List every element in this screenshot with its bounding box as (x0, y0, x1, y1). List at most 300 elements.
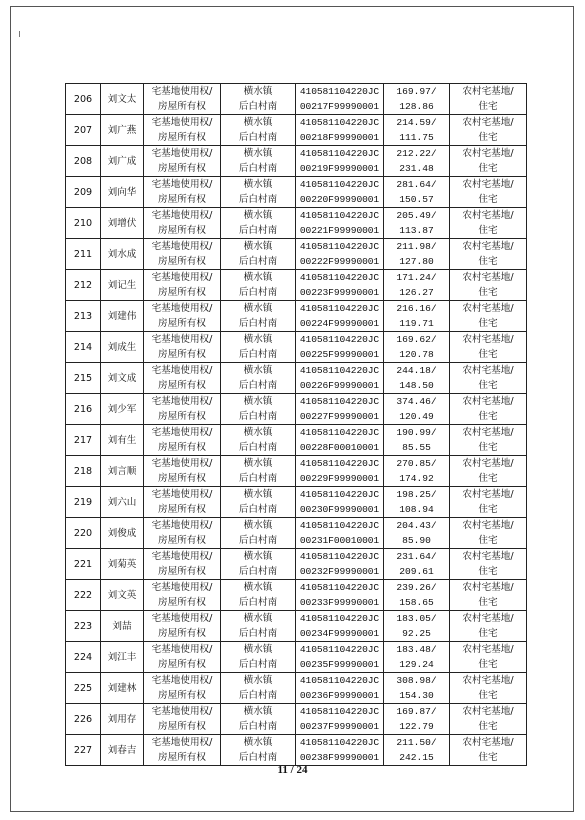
area-cell (384, 518, 450, 549)
area-line: 85.55 (402, 442, 431, 453)
location-line: 后白村南 (238, 566, 278, 577)
unit-code-line: 00217F99990001 (299, 101, 380, 112)
unit-code-line: 00226F99990001 (299, 380, 380, 391)
table-row (66, 549, 527, 580)
right-type-line: 房屋所有权 (158, 411, 206, 422)
right-type-line: 房屋所有权 (158, 163, 206, 174)
usage-cell (450, 363, 527, 394)
row-number-cell: 218 (66, 456, 101, 487)
area-line: 148.50 (399, 380, 434, 391)
area-line: 209.61 (399, 566, 434, 577)
area-line: 374.46/ (396, 396, 437, 407)
area-cell (384, 177, 450, 208)
unit-code-line: 410581104220JC (299, 582, 380, 593)
location-cell (221, 115, 296, 146)
area-line: 154.30 (399, 690, 434, 701)
owner-name-cell: 刘少军 (101, 394, 144, 425)
area-line: 204.43/ (396, 520, 437, 531)
location-line: 后白村南 (238, 659, 278, 670)
usage-line: 住宅 (478, 318, 498, 329)
owner-name-cell: 刘江丰 (101, 642, 144, 673)
area-cell (384, 239, 450, 270)
right-type-cell (144, 673, 221, 704)
right-type-line: 房屋所有权 (158, 318, 206, 329)
area-line: 231.64/ (396, 551, 437, 562)
area-line: 158.65 (399, 597, 434, 608)
location-cell (221, 611, 296, 642)
location-line: 横水镇 (243, 117, 273, 128)
right-type-cell (144, 301, 221, 332)
table-row (66, 115, 527, 146)
location-cell (221, 456, 296, 487)
usage-line: 农村宅基地/ (462, 458, 514, 469)
area-line: 169.97/ (396, 86, 437, 97)
row-number-cell: 217 (66, 425, 101, 456)
right-type-cell (144, 549, 221, 580)
unit-code-line: 410581104220JC (299, 396, 380, 407)
usage-line: 农村宅基地/ (462, 179, 514, 190)
area-line: 270.85/ (396, 458, 437, 469)
unit-code-line: 00224F99990001 (299, 318, 380, 329)
area-line: 92.25 (402, 628, 431, 639)
row-number-cell: 208 (66, 146, 101, 177)
location-cell (221, 146, 296, 177)
row-number-cell: 216 (66, 394, 101, 425)
right-type-line: 房屋所有权 (158, 473, 206, 484)
usage-line: 住宅 (478, 287, 498, 298)
unit-code-cell (296, 518, 384, 549)
area-line: 127.80 (399, 256, 434, 267)
usage-line: 农村宅基地/ (462, 644, 514, 655)
location-line: 后白村南 (238, 597, 278, 608)
usage-line: 住宅 (478, 690, 498, 701)
right-type-line: 宅基地使用权/ (151, 241, 213, 252)
location-line: 横水镇 (243, 582, 273, 593)
right-type-line: 房屋所有权 (158, 721, 206, 732)
unit-code-line: 00228F00010001 (299, 442, 380, 453)
area-line: 120.78 (399, 349, 434, 360)
location-cell (221, 208, 296, 239)
usage-line: 住宅 (478, 225, 498, 236)
right-type-line: 房屋所有权 (158, 504, 206, 515)
table-row (66, 518, 527, 549)
location-line: 横水镇 (243, 489, 273, 500)
location-line: 横水镇 (243, 148, 273, 159)
unit-code-cell (296, 735, 384, 766)
row-number-cell: 207 (66, 115, 101, 146)
right-type-line: 宅基地使用权/ (151, 427, 213, 438)
usage-line: 农村宅基地/ (462, 396, 514, 407)
right-type-line: 宅基地使用权/ (151, 303, 213, 314)
row-number-cell: 224 (66, 642, 101, 673)
unit-code-line: 00230F99990001 (299, 504, 380, 515)
unit-code-cell (296, 673, 384, 704)
right-type-line: 宅基地使用权/ (151, 334, 213, 345)
location-line: 后白村南 (238, 163, 278, 174)
area-line: 126.27 (399, 287, 434, 298)
location-line: 横水镇 (243, 737, 273, 748)
table-row (66, 177, 527, 208)
usage-line: 农村宅基地/ (462, 551, 514, 562)
table-row (66, 580, 527, 611)
unit-code-line: 00232F99990001 (299, 566, 380, 577)
location-cell (221, 425, 296, 456)
unit-code-cell (296, 239, 384, 270)
unit-code-line: 410581104220JC (299, 86, 380, 97)
location-line: 后白村南 (238, 504, 278, 515)
row-number-cell: 226 (66, 704, 101, 735)
unit-code-cell (296, 301, 384, 332)
usage-line: 农村宅基地/ (462, 241, 514, 252)
table-row (66, 270, 527, 301)
area-line: 216.16/ (396, 303, 437, 314)
right-type-cell (144, 177, 221, 208)
owner-name-cell: 刘建林 (101, 673, 144, 704)
unit-code-cell (296, 704, 384, 735)
unit-code-line: 00236F99990001 (299, 690, 380, 701)
row-number-cell: 211 (66, 239, 101, 270)
right-type-cell (144, 425, 221, 456)
unit-code-line: 410581104220JC (299, 520, 380, 531)
right-type-cell (144, 239, 221, 270)
area-line: 198.25/ (396, 489, 437, 500)
area-line: 111.75 (399, 132, 434, 143)
unit-code-line: 00234F99990001 (299, 628, 380, 639)
usage-cell (450, 580, 527, 611)
area-line: 211.50/ (396, 737, 437, 748)
unit-code-line: 00219F99990001 (299, 163, 380, 174)
table-row (66, 332, 527, 363)
location-line: 横水镇 (243, 365, 273, 376)
unit-code-cell (296, 611, 384, 642)
area-line: 85.90 (402, 535, 431, 546)
table-row (66, 487, 527, 518)
unit-code-cell (296, 115, 384, 146)
table-row (66, 394, 527, 425)
right-type-cell (144, 363, 221, 394)
area-line: 239.26/ (396, 582, 437, 593)
location-cell (221, 487, 296, 518)
area-cell (384, 704, 450, 735)
area-cell (384, 115, 450, 146)
usage-cell (450, 673, 527, 704)
area-line: 119.71 (399, 318, 434, 329)
unit-code-line: 410581104220JC (299, 148, 380, 159)
area-line: 183.05/ (396, 613, 437, 624)
right-type-line: 房屋所有权 (158, 752, 206, 763)
location-cell (221, 301, 296, 332)
unit-code-line: 410581104220JC (299, 458, 380, 469)
location-line: 横水镇 (243, 303, 273, 314)
usage-line: 住宅 (478, 752, 498, 763)
area-cell (384, 363, 450, 394)
table-row (66, 301, 527, 332)
unit-code-line: 410581104220JC (299, 427, 380, 438)
area-cell (384, 208, 450, 239)
right-type-line: 宅基地使用权/ (151, 365, 213, 376)
table-row (66, 208, 527, 239)
area-line: 113.87 (399, 225, 434, 236)
table-row (66, 611, 527, 642)
right-type-cell (144, 146, 221, 177)
unit-code-line: 410581104220JC (299, 272, 380, 283)
location-cell (221, 518, 296, 549)
location-line: 横水镇 (243, 334, 273, 345)
location-line: 后白村南 (238, 194, 278, 205)
table-row (66, 84, 527, 115)
right-type-line: 宅基地使用权/ (151, 582, 213, 593)
unit-code-cell (296, 146, 384, 177)
location-line: 后白村南 (238, 256, 278, 267)
unit-code-line: 00218F99990001 (299, 132, 380, 143)
owner-name-cell: 刘有生 (101, 425, 144, 456)
area-cell (384, 673, 450, 704)
right-type-line: 宅基地使用权/ (151, 396, 213, 407)
right-type-line: 房屋所有权 (158, 349, 206, 360)
usage-line: 农村宅基地/ (462, 86, 514, 97)
area-cell (384, 84, 450, 115)
unit-code-line: 410581104220JC (299, 179, 380, 190)
owner-name-cell: 刘记生 (101, 270, 144, 301)
right-type-cell (144, 704, 221, 735)
area-line: 205.49/ (396, 210, 437, 221)
owner-name-cell: 刘广燕 (101, 115, 144, 146)
registration-table-body (66, 84, 527, 766)
location-line: 横水镇 (243, 675, 273, 686)
unit-code-line: 410581104220JC (299, 303, 380, 314)
unit-code-cell (296, 332, 384, 363)
area-line: 231.48 (399, 163, 434, 174)
table-row (66, 425, 527, 456)
usage-cell (450, 146, 527, 177)
right-type-cell (144, 642, 221, 673)
unit-code-cell (296, 84, 384, 115)
owner-name-cell: 刘成生 (101, 332, 144, 363)
table-row (66, 673, 527, 704)
usage-cell (450, 611, 527, 642)
right-type-line: 宅基地使用权/ (151, 675, 213, 686)
location-line: 横水镇 (243, 86, 273, 97)
location-line: 后白村南 (238, 287, 278, 298)
owner-name-cell: 刘言顺 (101, 456, 144, 487)
right-type-line: 宅基地使用权/ (151, 86, 213, 97)
usage-cell (450, 270, 527, 301)
right-type-line: 房屋所有权 (158, 225, 206, 236)
unit-code-line: 410581104220JC (299, 117, 380, 128)
right-type-line: 宅基地使用权/ (151, 613, 213, 624)
location-line: 后白村南 (238, 411, 278, 422)
location-line: 横水镇 (243, 241, 273, 252)
right-type-line: 宅基地使用权/ (151, 489, 213, 500)
area-line: 169.87/ (396, 706, 437, 717)
area-cell (384, 394, 450, 425)
right-type-line: 房屋所有权 (158, 628, 206, 639)
usage-line: 住宅 (478, 132, 498, 143)
usage-line: 农村宅基地/ (462, 737, 514, 748)
usage-line: 农村宅基地/ (462, 117, 514, 128)
table-row (66, 704, 527, 735)
right-type-line: 宅基地使用权/ (151, 644, 213, 655)
right-type-line: 房屋所有权 (158, 287, 206, 298)
location-line: 后白村南 (238, 628, 278, 639)
usage-line: 住宅 (478, 504, 498, 515)
area-line: 214.59/ (396, 117, 437, 128)
right-type-cell (144, 208, 221, 239)
usage-cell (450, 332, 527, 363)
unit-code-line: 00220F99990001 (299, 194, 380, 205)
location-cell (221, 270, 296, 301)
usage-line: 农村宅基地/ (462, 148, 514, 159)
area-line: 183.48/ (396, 644, 437, 655)
usage-line: 住宅 (478, 256, 498, 267)
usage-line: 住宅 (478, 659, 498, 670)
owner-name-cell: 刘广成 (101, 146, 144, 177)
right-type-line: 房屋所有权 (158, 132, 206, 143)
area-line: 150.57 (399, 194, 434, 205)
usage-line: 农村宅基地/ (462, 272, 514, 283)
unit-code-line: 410581104220JC (299, 241, 380, 252)
row-number-cell: 225 (66, 673, 101, 704)
usage-cell (450, 301, 527, 332)
location-cell (221, 704, 296, 735)
right-type-cell (144, 456, 221, 487)
location-line: 横水镇 (243, 551, 273, 562)
usage-line: 住宅 (478, 194, 498, 205)
location-line: 横水镇 (243, 613, 273, 624)
location-cell (221, 239, 296, 270)
right-type-line: 宅基地使用权/ (151, 148, 213, 159)
location-line: 后白村南 (238, 535, 278, 546)
location-cell (221, 549, 296, 580)
row-number-cell: 220 (66, 518, 101, 549)
right-type-line: 宅基地使用权/ (151, 272, 213, 283)
usage-line: 农村宅基地/ (462, 706, 514, 717)
usage-cell (450, 456, 527, 487)
unit-code-line: 410581104220JC (299, 551, 380, 562)
area-line: 212.22/ (396, 148, 437, 159)
usage-line: 农村宅基地/ (462, 334, 514, 345)
right-type-line: 房屋所有权 (158, 690, 206, 701)
row-number-cell: 210 (66, 208, 101, 239)
row-number-cell: 209 (66, 177, 101, 208)
usage-line: 住宅 (478, 101, 498, 112)
area-cell (384, 611, 450, 642)
location-line: 后白村南 (238, 101, 278, 112)
right-type-cell (144, 115, 221, 146)
location-line: 横水镇 (243, 179, 273, 190)
owner-name-cell: 刘水成 (101, 239, 144, 270)
usage-cell (450, 549, 527, 580)
area-cell (384, 735, 450, 766)
unit-code-cell (296, 425, 384, 456)
owner-name-cell: 刘文太 (101, 84, 144, 115)
right-type-line: 房屋所有权 (158, 101, 206, 112)
row-number-cell: 206 (66, 84, 101, 115)
usage-line: 住宅 (478, 721, 498, 732)
usage-line: 农村宅基地/ (462, 427, 514, 438)
table-row (66, 456, 527, 487)
usage-cell (450, 177, 527, 208)
location-line: 横水镇 (243, 427, 273, 438)
location-line: 后白村南 (238, 132, 278, 143)
unit-code-line: 00227F99990001 (299, 411, 380, 422)
right-type-cell (144, 394, 221, 425)
owner-name-cell: 刘俊成 (101, 518, 144, 549)
unit-code-cell (296, 549, 384, 580)
area-cell (384, 301, 450, 332)
area-cell (384, 332, 450, 363)
usage-line: 住宅 (478, 163, 498, 174)
right-type-line: 宅基地使用权/ (151, 520, 213, 531)
right-type-line: 房屋所有权 (158, 566, 206, 577)
area-line: 211.98/ (396, 241, 437, 252)
unit-code-line: 00231F00010001 (299, 535, 380, 546)
usage-cell (450, 518, 527, 549)
location-line: 后白村南 (238, 473, 278, 484)
usage-line: 农村宅基地/ (462, 675, 514, 686)
unit-code-line: 410581104220JC (299, 706, 380, 717)
scan-mark (19, 31, 22, 37)
area-line: 190.99/ (396, 427, 437, 438)
unit-code-line: 410581104220JC (299, 675, 380, 686)
owner-name-cell: 刘喆 (101, 611, 144, 642)
row-number-cell: 215 (66, 363, 101, 394)
unit-code-cell (296, 177, 384, 208)
usage-cell (450, 735, 527, 766)
unit-code-cell (296, 642, 384, 673)
owner-name-cell: 刘增伏 (101, 208, 144, 239)
location-line: 横水镇 (243, 210, 273, 221)
location-line: 横水镇 (243, 458, 273, 469)
area-line: 108.94 (399, 504, 434, 515)
unit-code-line: 00237F99990001 (299, 721, 380, 732)
location-line: 横水镇 (243, 520, 273, 531)
location-line: 后白村南 (238, 752, 278, 763)
unit-code-line: 410581104220JC (299, 210, 380, 221)
right-type-line: 宅基地使用权/ (151, 210, 213, 221)
unit-code-line: 00222F99990001 (299, 256, 380, 267)
area-cell (384, 487, 450, 518)
location-cell (221, 363, 296, 394)
usage-cell (450, 239, 527, 270)
right-type-line: 房屋所有权 (158, 194, 206, 205)
right-type-line: 宅基地使用权/ (151, 179, 213, 190)
right-type-cell (144, 270, 221, 301)
usage-line: 农村宅基地/ (462, 520, 514, 531)
owner-name-cell: 刘六山 (101, 487, 144, 518)
unit-code-cell (296, 363, 384, 394)
location-line: 后白村南 (238, 690, 278, 701)
location-cell (221, 84, 296, 115)
usage-line: 农村宅基地/ (462, 613, 514, 624)
usage-line: 农村宅基地/ (462, 210, 514, 221)
right-type-line: 宅基地使用权/ (151, 117, 213, 128)
unit-code-cell (296, 487, 384, 518)
usage-line: 住宅 (478, 349, 498, 360)
unit-code-line: 410581104220JC (299, 737, 380, 748)
table-row (66, 363, 527, 394)
area-line: 128.86 (399, 101, 434, 112)
unit-code-line: 00235F99990001 (299, 659, 380, 670)
usage-line: 农村宅基地/ (462, 582, 514, 593)
right-type-line: 房屋所有权 (158, 256, 206, 267)
right-type-cell (144, 84, 221, 115)
usage-cell (450, 425, 527, 456)
page-number: 11 / 24 (277, 764, 308, 776)
right-type-line: 房屋所有权 (158, 535, 206, 546)
location-line: 后白村南 (238, 225, 278, 236)
usage-line: 住宅 (478, 411, 498, 422)
